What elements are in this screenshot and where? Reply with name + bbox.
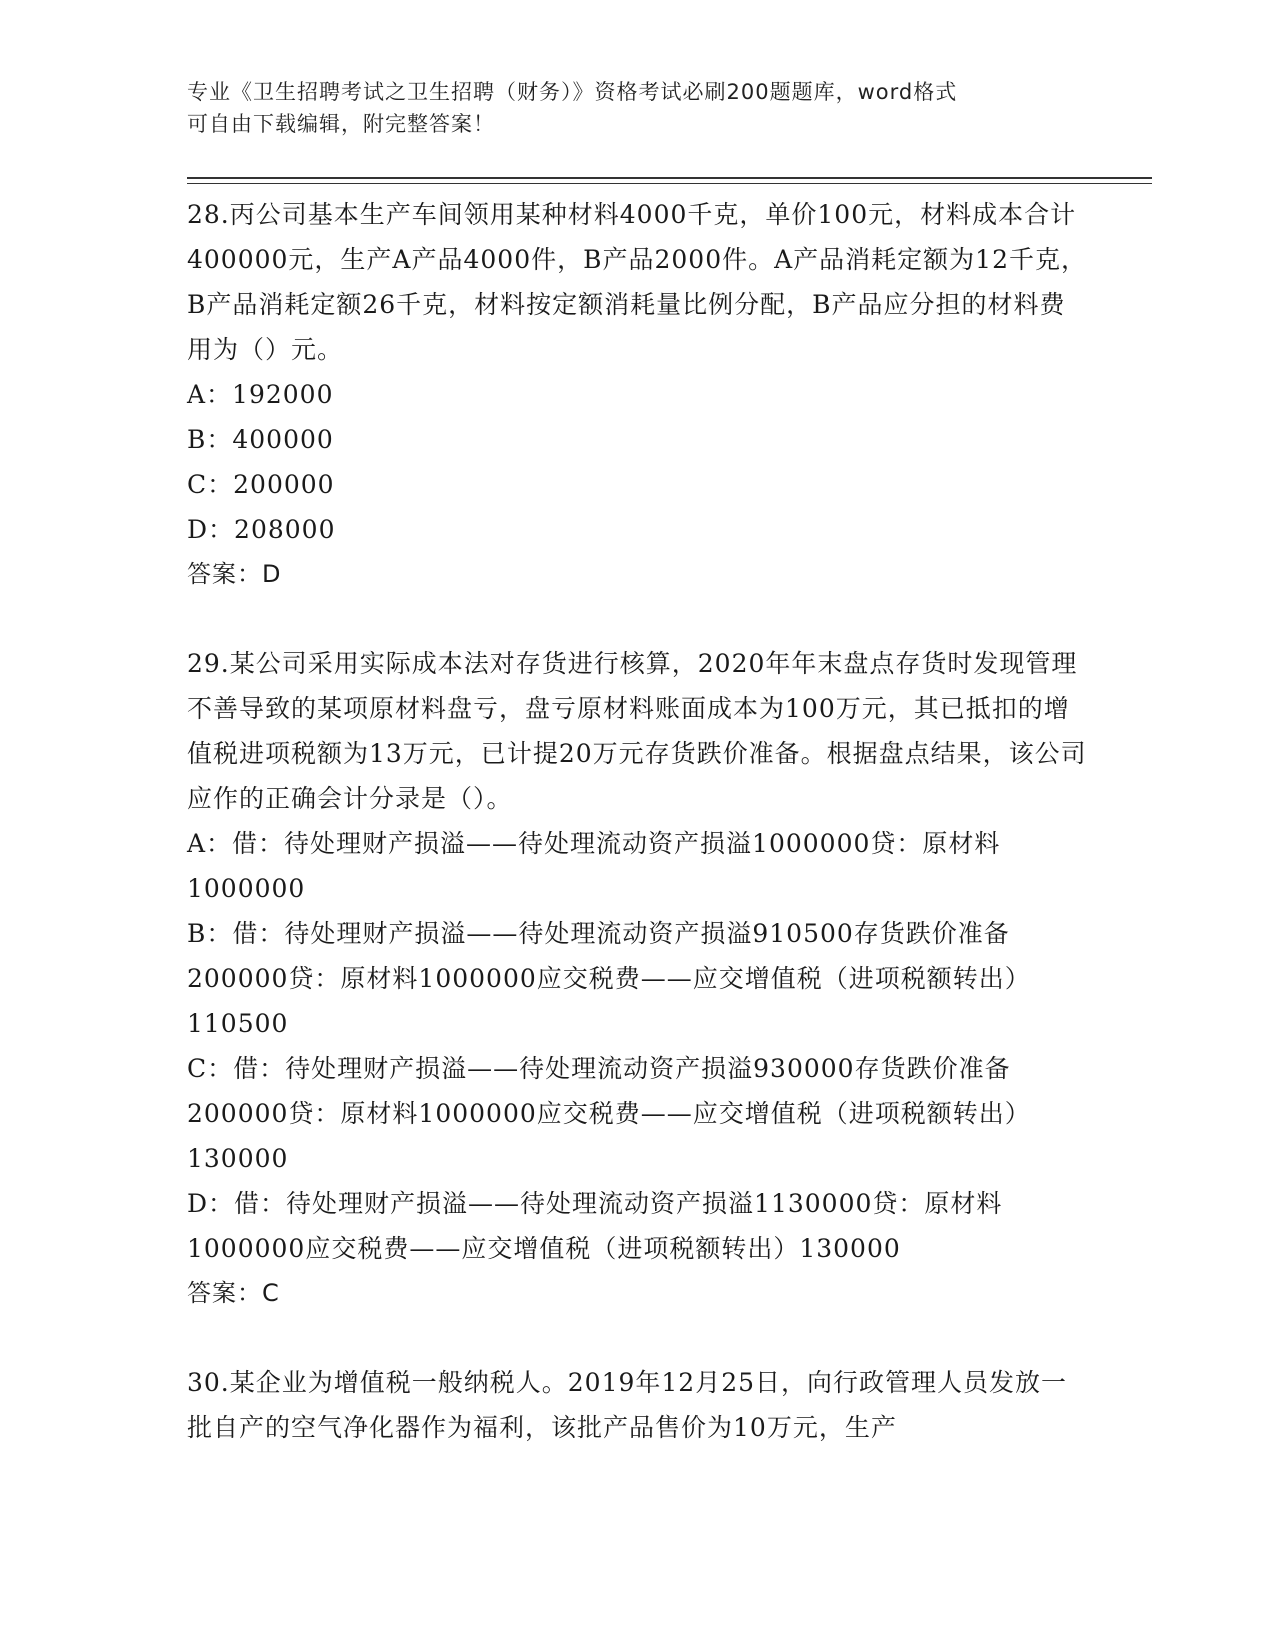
header-title-line-2: 可自由下载编辑，附完整答案！ xyxy=(187,112,495,136)
question-text: 30.某企业为增值税一般纳税人。2019年12月25日，向行政管理人员发放一批自产的空气净化器作为福利，该批产品售价为10万元，生产 xyxy=(187,1368,1068,1442)
header-divider-thick xyxy=(187,177,1152,179)
option-c: C：200000 xyxy=(187,470,335,499)
answer-line: 答案：C xyxy=(187,1279,280,1307)
header-title-line-1: 专业《卫生招聘考试之卫生招聘（财务）》资格考试必刷200题题库，word格式 xyxy=(187,80,958,104)
header-divider-thin xyxy=(187,183,1152,184)
question-list xyxy=(187,192,1087,1450)
option-c: C：借：待处理财产损溢——待处理流动资产损溢930000存货跌价准备200000贷：原材料1000000应交税费——应交增值税（进项税额转出）130000 xyxy=(187,1054,1031,1173)
question-30 xyxy=(187,1360,1087,1450)
answer-line: 答案：D xyxy=(187,560,282,588)
document-header xyxy=(187,76,1067,140)
option-d: D：借：待处理财产损溢——待处理流动资产损溢1130000贷：原材料1000000应交税费——应交增值税（进项税额转出）130000 xyxy=(187,1189,1003,1263)
option-a: A：借：待处理财产损溢——待处理流动资产损溢1000000贷：原材料1000000 xyxy=(187,829,1001,903)
option-b: B：借：待处理财产损溢——待处理流动资产损溢910500存货跌价准备200000贷：原材料1000000应交税费——应交增值税（进项税额转出）110500 xyxy=(187,919,1031,1038)
question-text: 29.某公司采用实际成本法对存货进行核算，2020年年末盘点存货时发现管理不善导致的某项原材料盘亏，盘亏原材料账面成本为100万元，其已抵扣的增值税进项税额为13万元，已计提20万元存货跌价准备。根据盘点结果，该公司应作的正确会计分录是（）。 xyxy=(187,649,1087,813)
question-text: 28.丙公司基本生产车间领用某种材料4000千克，单价100元，材料成本合计400000元，生产A产品4000件，B产品2000件。A产品消耗定额为12千克，B产品消耗定额26千克，材料按定额消耗量比例分配，B产品应分担的材料费用为（）元。 xyxy=(187,200,1087,364)
option-d: D：208000 xyxy=(187,515,336,544)
option-a: A：192000 xyxy=(187,380,334,409)
question-28 xyxy=(187,192,1087,597)
question-29 xyxy=(187,641,1087,1316)
option-b: B：400000 xyxy=(187,425,334,454)
